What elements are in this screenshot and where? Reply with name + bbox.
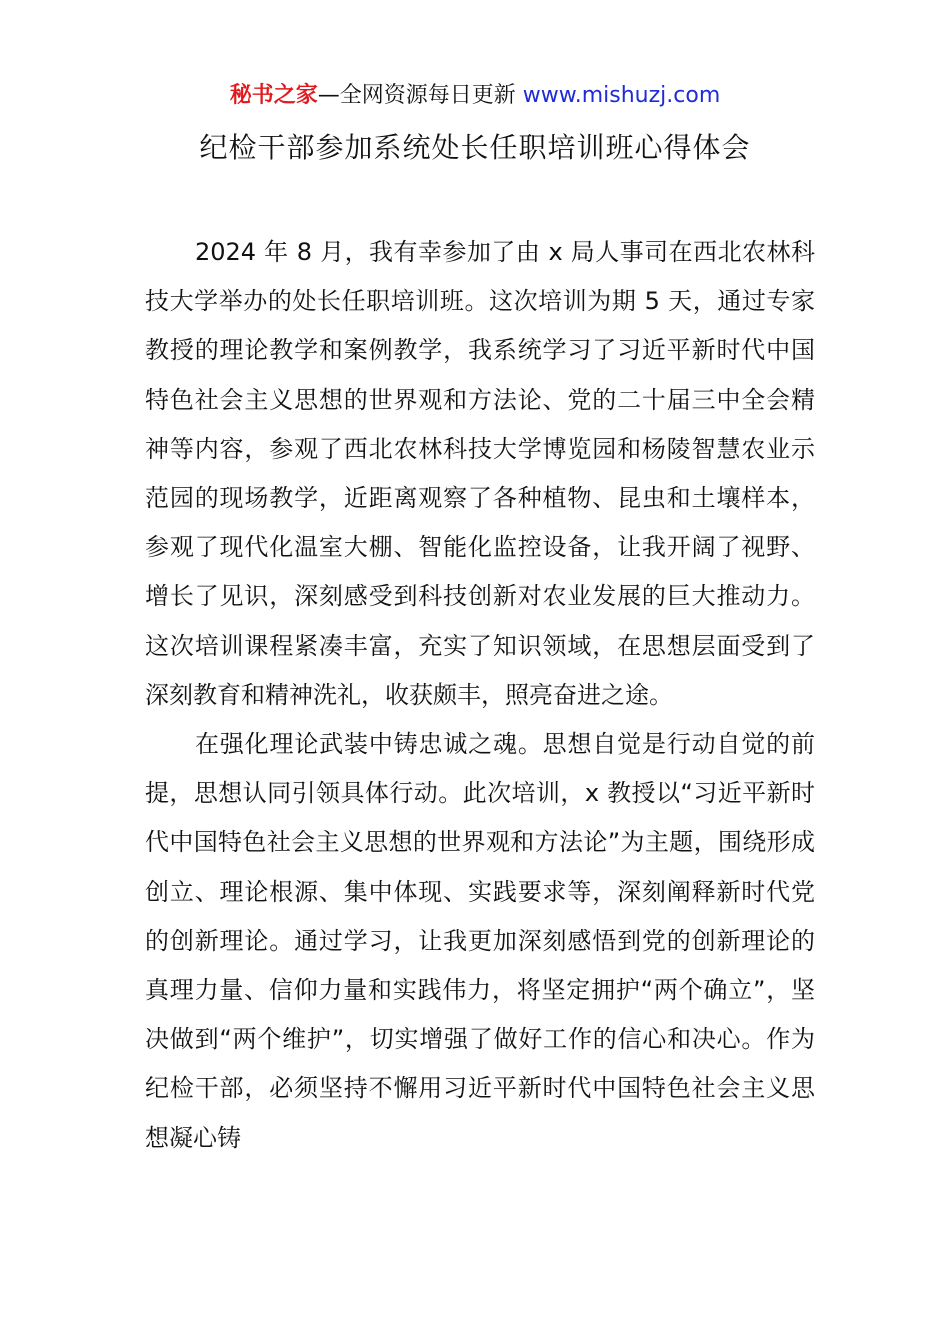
paragraph-theory: 在强化理论武装中铸忠诚之魂。思想自觉是行动自觉的前提，思想认同引领具体行动。此次培训，x 教授以“习近平新时代中国特色社会主义思想的世界观和方法论”为主题，围绕形成创立、理论根源、集中体现、实践要求等，深刻阐释新时代党的创新理论。通过学习，让我更加深刻感悟到党的创新理论的真理力量、信仰力量和实践伟力，将坚定拥护“两个确立”，坚决做到“两个维护”，切实增强了做好工作的信心和决心。作为纪检干部，必须坚持不懈用习近平新时代中国特色社会主义思想凝心铸 <box>145 730 815 1152</box>
paragraph-intro: 2024 年 8 月，我有幸参加了由 x 局人事司在西北农林科技大学举办的处长任职培训班。这次培训为期 5 天，通过专家教授的理论教学和案例教学，我系统学习了习近平新时代中国特色社会主义思想的世界观和方法论、党的二十届三中全会精神等内容，参观了西北农林科技大学博览园和杨陵智慧农业示范园的现场教学，近距离观察了各种植物、昆虫和土壤样本，参观了现代化温室大棚、智能化监控设备，让我开阔了视野、增长了见识，深刻感受到科技创新对农业发展的巨大推动力。这次培训课程紧凑丰富，充实了知识领域，在思想层面受到了深刻教育和精神洗礼，收获颇丰，照亮奋进之途。 <box>145 238 815 709</box>
document-body <box>145 228 815 1163</box>
document-title: 纪检干部参加系统处长任职培训班心得体会 <box>199 131 751 164</box>
site-header <box>0 80 950 112</box>
site-url-link[interactable]: www.mishuzj.com <box>522 83 721 108</box>
site-brand-name: 秘书之家 <box>229 83 318 108</box>
site-tagline: —全网资源每日更新 <box>317 83 516 108</box>
